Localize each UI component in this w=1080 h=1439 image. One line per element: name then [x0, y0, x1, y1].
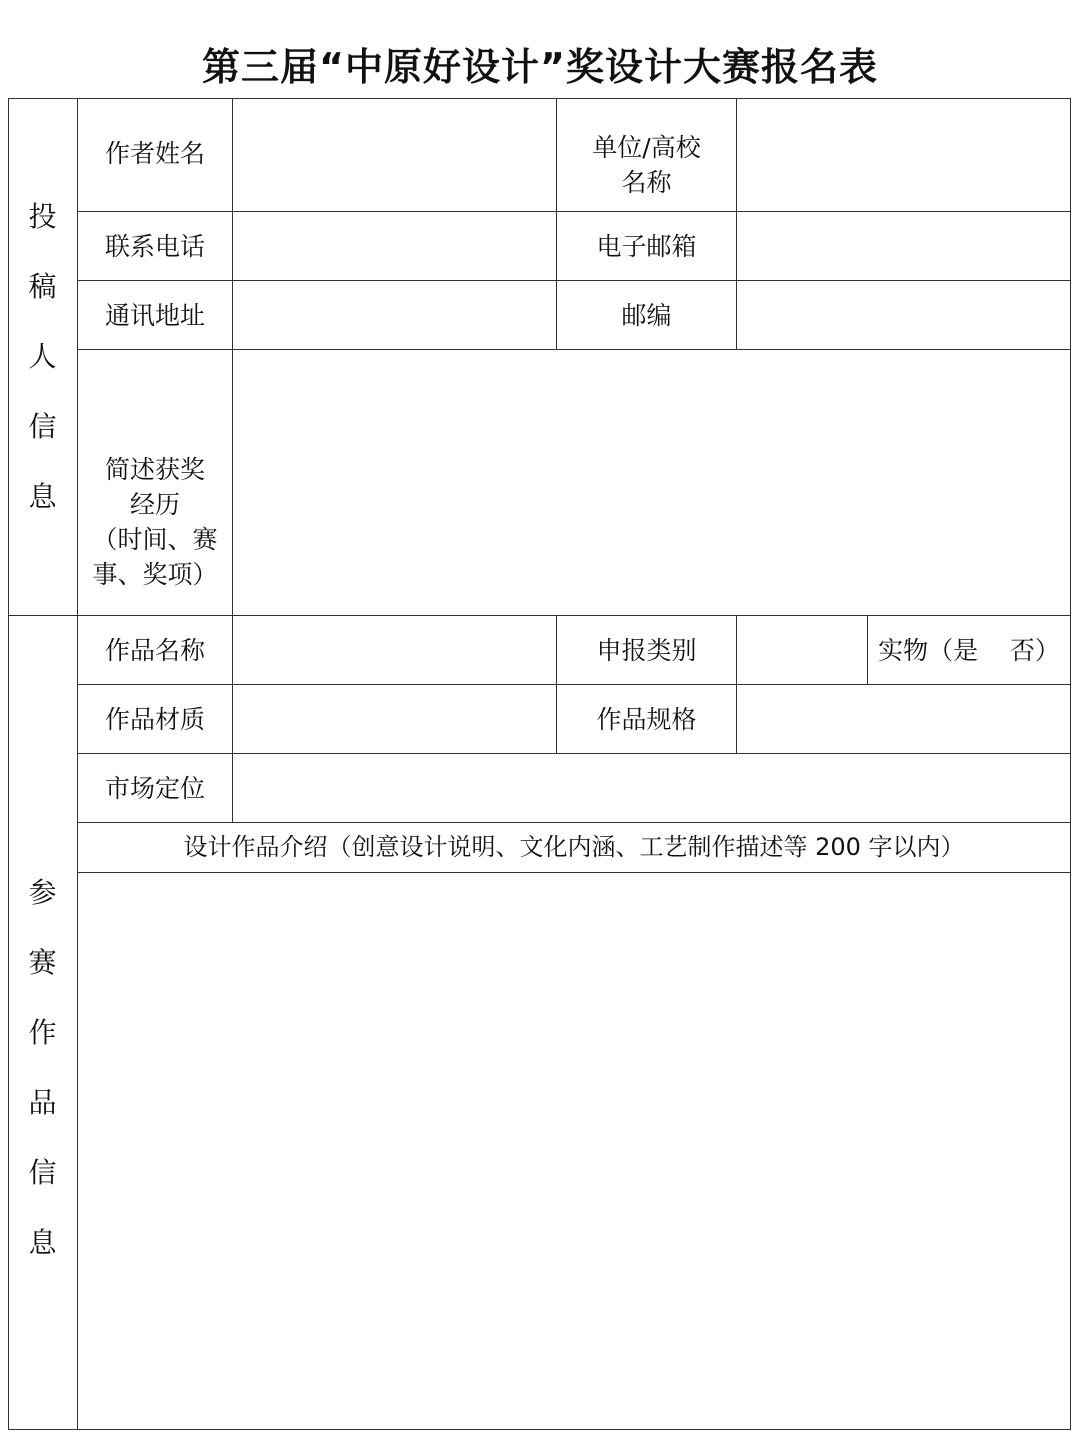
section-entry-char: 品 — [28, 1085, 57, 1119]
intro-header: 设计作品介绍（创意设计说明、文化内涵、工艺制作描述等 200 字以内） — [78, 823, 1071, 873]
awards-label: 简述获奖 经历 （时间、赛 事、奖项） — [78, 350, 233, 616]
material-label: 作品材质 — [78, 685, 233, 754]
section-submitter-char: 稿 — [28, 269, 57, 303]
author-name-label: 作者姓名 — [78, 98, 233, 212]
material-field[interactable] — [233, 685, 557, 754]
section-entry-char: 赛 — [28, 945, 57, 979]
section-entry-char: 参 — [28, 875, 57, 909]
section-submitter-char: 人 — [28, 339, 57, 373]
awards-field[interactable] — [233, 350, 1071, 616]
section-submitter-char: 信 — [28, 409, 57, 443]
section-submitter-info — [8, 98, 78, 616]
phone-label: 联系电话 — [78, 212, 233, 281]
specs-field[interactable] — [737, 685, 1071, 754]
category-label: 申报类别 — [557, 616, 737, 685]
section-entry-char: 息 — [28, 1225, 57, 1259]
address-field[interactable] — [233, 281, 557, 350]
author-name-field[interactable] — [233, 98, 557, 212]
market-label: 市场定位 — [78, 754, 233, 823]
work-name-field[interactable] — [233, 616, 557, 685]
email-label: 电子邮箱 — [557, 212, 737, 281]
section-entry-char: 信 — [28, 1155, 57, 1189]
form-title: 第三届“中原好设计”奖设计大赛报名表 — [202, 45, 878, 89]
section-entry-char: 作 — [28, 1015, 57, 1049]
market-field[interactable] — [233, 754, 1071, 823]
category-field[interactable] — [737, 616, 868, 685]
intro-field[interactable] — [78, 873, 1071, 1430]
section-submitter-char: 投 — [28, 199, 57, 233]
organization-field[interactable] — [737, 98, 1071, 212]
specs-label: 作品规格 — [557, 685, 737, 754]
email-field[interactable] — [737, 212, 1071, 281]
section-entry-info — [8, 616, 78, 1430]
postcode-field[interactable] — [737, 281, 1071, 350]
address-label: 通讯地址 — [78, 281, 233, 350]
organization-label: 单位/高校 名称 — [557, 98, 737, 212]
work-name-label: 作品名称 — [78, 616, 233, 685]
section-submitter-char: 息 — [28, 479, 57, 513]
postcode-label: 邮编 — [557, 281, 737, 350]
physical-option[interactable]: 实物（是 否） — [868, 616, 1071, 685]
phone-field[interactable] — [233, 212, 557, 281]
